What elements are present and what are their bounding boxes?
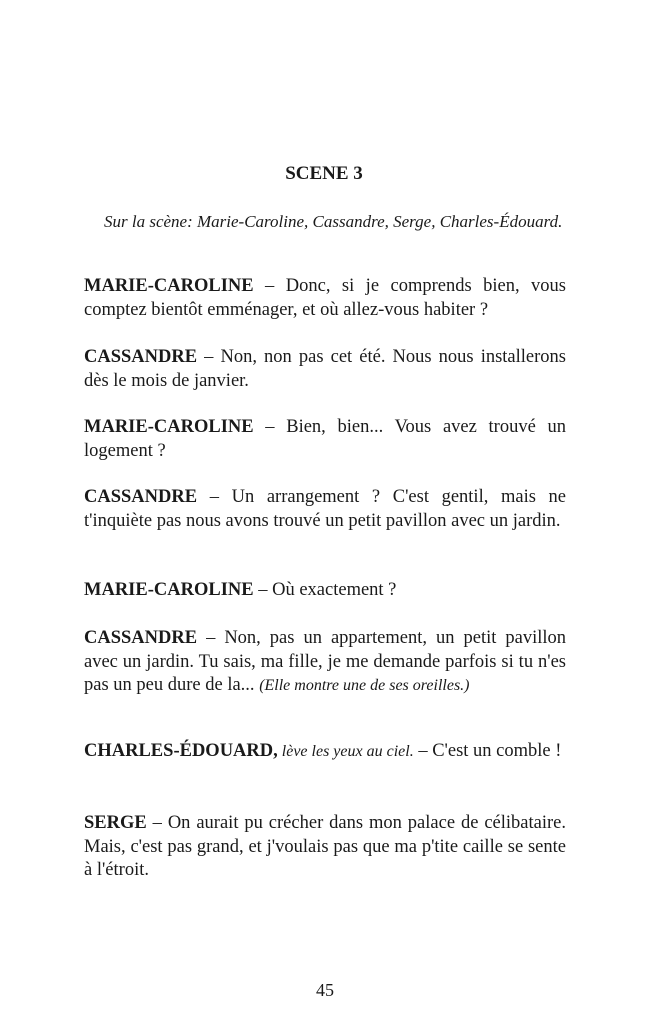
dialogue-line: [84, 275, 566, 322]
dialogue-line: [84, 486, 566, 533]
dialogue-line: [84, 579, 566, 603]
line-text: – C'est un comble !: [413, 741, 562, 761]
scene-title: [84, 162, 566, 186]
page-number: 45: [316, 980, 334, 1000]
stage-direction: Sur la scène: Marie-Caroline, Cassandre, Serge, Charles-Édouard.: [104, 212, 563, 231]
speaker-name: CASSANDRE: [84, 487, 198, 507]
speaker-name: CHARLES-ÉDOUARD,: [84, 741, 278, 761]
line-text: – Non, pas un appartement, un petit pavillon avec un jardin. Tu sais, ma fille, je me demande parfois si tu n'es pas un peu dure de la...: [84, 628, 566, 695]
line-text: – Bien, bien... Vous avez trouvé un logement ?: [84, 417, 566, 461]
line-text: – Un arrangement ? C'est gentil, mais ne t'inquiète pas nous avons trouvé un petit pavillon avec un jardin.: [84, 487, 566, 531]
speaker-name: CASSANDRE: [84, 347, 198, 367]
line-text: – Où exactement ?: [253, 580, 397, 600]
line-text: – Non, non pas cet été. Nous nous installerons dès le mois de janvier.: [84, 347, 566, 391]
didascalie: (Elle montre une de ses oreilles.): [259, 677, 470, 694]
dialogue-line: [84, 740, 566, 764]
dialogue-line: [84, 416, 566, 463]
dialogue-line: [84, 627, 566, 698]
speaker-name: SERGE: [84, 813, 147, 833]
line-text: – On aurait pu crécher dans mon palace de célibataire. Mais, c'est pas grand, et j'voulais pas que ma p'tite caille se sente à l'étroit.: [84, 813, 566, 880]
book-page: [84, 0, 566, 1036]
scene-title-text: SCENE 3: [285, 163, 363, 184]
didascalie-inline: lève les yeux au ciel.: [277, 743, 414, 760]
dialogue-line: [84, 346, 566, 393]
dialogue-line: [84, 812, 566, 883]
line-text: – Donc, si je comprends bien, vous comptez bientôt emménager, et où allez-vous habiter ?: [84, 276, 566, 320]
speaker-name: MARIE-CAROLINE: [84, 417, 254, 437]
speaker-name: MARIE-CAROLINE: [84, 580, 254, 600]
speaker-name: MARIE-CAROLINE: [84, 276, 254, 296]
speaker-name: CASSANDRE: [84, 628, 198, 648]
